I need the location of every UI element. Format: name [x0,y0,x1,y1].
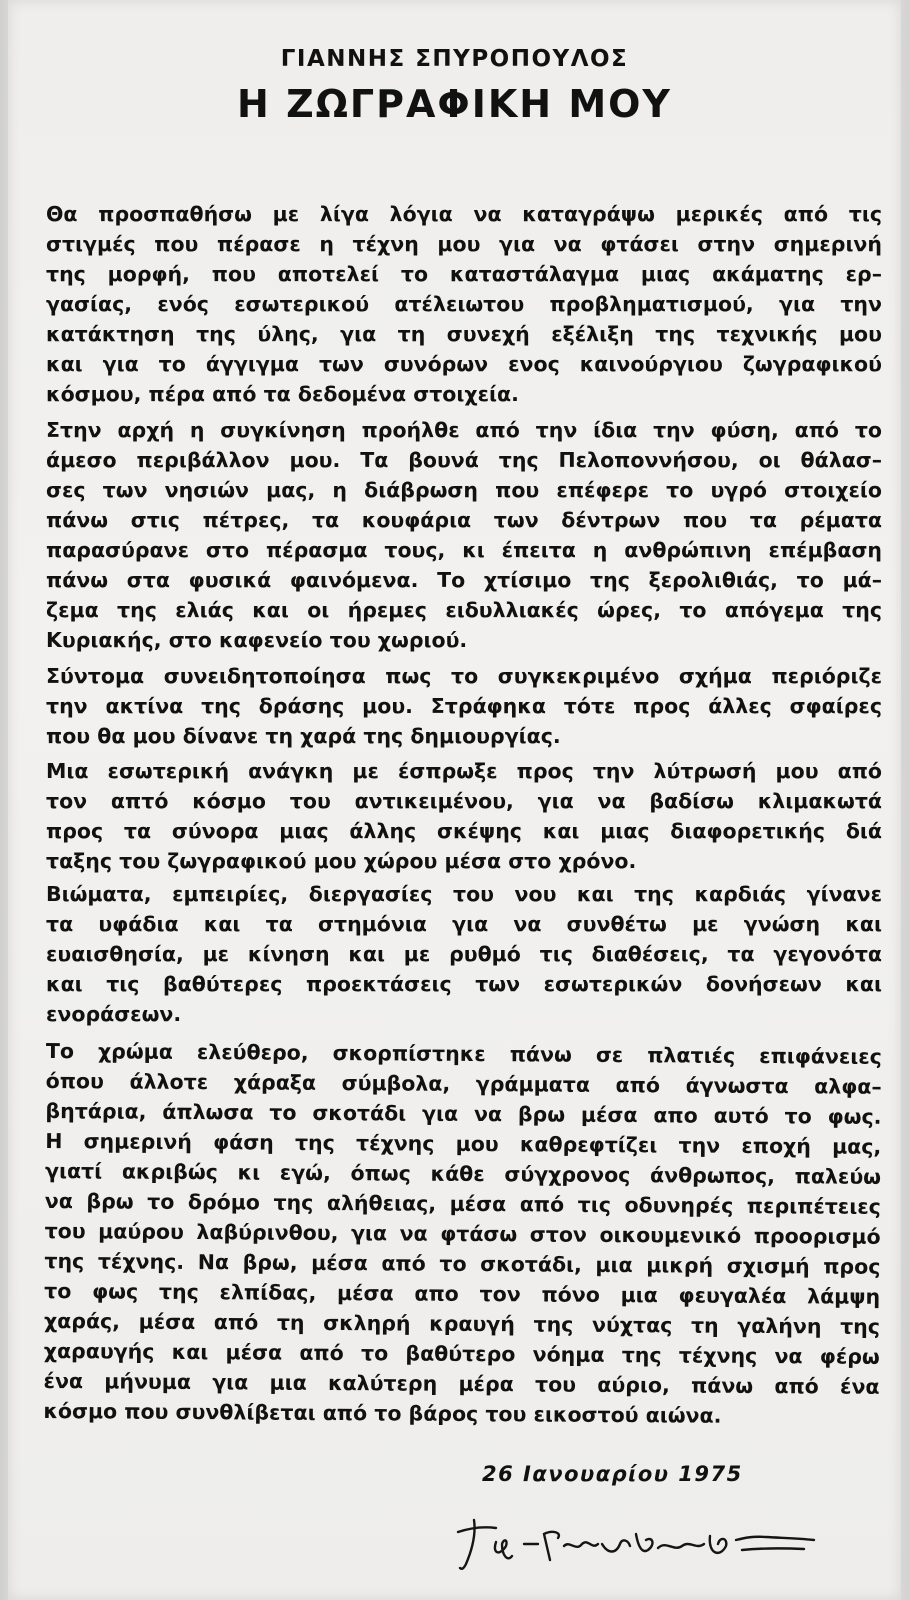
text-line: στιγμές που πέρασε η τέχνη μου για να φτάσει στην σημερινή [46,232,882,256]
poster-board [8,0,901,1600]
text-line: κόσμου, πέρα από τα δεδομένα στοιχεία. [46,382,519,406]
text-line: Η σημερινή φάση της τέχνης μου καθρεφτίζει την εποχή μας, [45,1128,882,1159]
text-line: προς τα σύνορα μιας άλλης σκέψης και μιας διαφορετικής διά [46,819,882,843]
text-line: Το χρώμα ελεύθερο, σκορπίστηκε πάνω σε πλατιές επιφάνειες [45,1038,882,1069]
text-line: κόσμο που συνθλίβεται από το βάρος του εικοστού αιώνα. [43,1398,722,1428]
text-line: και τις βαθύτερες προεκτάσεις των εσωτερικών δονήσεων και [46,972,882,996]
author-name: ΓΙΑΝΝΗΣ ΣΠΥΡΟΠΟΥΛΟΣ [280,46,629,72]
text-line: το φως της ελπίδας, μέσα απο τον πόνο μια φευγαλέα λάμψη [44,1278,881,1309]
text-line: παρασύρανε στο πέρασμα τους, κι έπειτα η ανθρώπινη επέμβαση [46,538,882,562]
text-line: ενοράσεων. [46,1002,182,1026]
paragraph [43,1036,882,1432]
date-line: 26 Ιανουαρίου 1975 [482,1462,743,1486]
page-title: Η ΖΩΓΡΑΦΙΚΗ ΜΟΥ [237,82,672,126]
text-line: γασίας, ενός εσωτερικού ατέλειωτου προβληματισμού, για την [46,292,882,316]
text-line: ευαισθησία, με κίνηση και με ρυθμό τις διαθέσεις, τα γεγονότα [46,942,882,966]
text-line: τον απτό κόσμο του αντικειμένου, για να βαδίσω κλιμακωτά [46,789,882,813]
text-line: Στην αρχή η συγκίνηση προήλθε από την ίδια την φύση, από το [46,418,882,442]
paragraph [46,661,882,751]
paragraph [46,756,882,876]
text-line: άμεσο περιβάλλον μου. Τα βουνά της Πελοποννήσου, οι θάλασ– [46,448,882,472]
text-line: χαράς, μέσα από τη σκληρή κραυγή της νύχτας τη γαλήνη της [43,1308,881,1339]
text-line: ταξης του ζωγραφικού μου χώρου μέσα στο χρόνο. [46,849,637,873]
text-line: τα υφάδια και τα στημόνια για να συνθέτω με γνώση και [46,912,882,936]
signature [452,1510,832,1580]
text-line: χαραυγής και μέσα από το βαθύτερο νόημα της τέχνης να φέρω [43,1338,880,1369]
text-line: γιατί ακριβώς κι εγώ, όπως κάθε σύγχρονος άνθρωπος, παλεύω [44,1158,882,1189]
text-line: και για το άγγιγμα των συνόρων ενος καινούργιου ζωγραφικού [46,352,882,376]
text-line: να βρω το δρόμο της αλήθειας, μέσα από τις οδυνηρές περιπέτειες [44,1188,881,1219]
text-line: της μορφή, που αποτελεί το καταστάλαγμα μιας ακάματης ερ– [46,262,882,286]
text-line: σες των νησιών μας, η διάβρωση που επέφερε το υγρό στοιχείο [46,478,882,502]
text-line: της τέχνης. Να βρω, μέσα από το σκοτάδι, μια μικρή σχισμή προς [44,1248,881,1279]
text-line: πάνω στις πέτρες, τα κουφάρια των δέντρων που τα ρέματα [46,508,882,532]
text-line: Σύντομα συνειδητοποίησα πως το συγκεκριμένο σχήμα περιόριζε [46,664,882,688]
paragraph [46,199,882,409]
text-line: την ακτίνα της δράσης μου. Στράφηκα τότε προς άλλες σφαίρες [46,694,882,718]
text-line: Κυριακής, στο καφενείο του χωριού. [46,628,468,652]
text-line: πάνω στα φυσικά φαινόμενα. Το χτίσιμο της ξερολιθιάς, το μά– [46,568,882,592]
text-line: ένα μήνυμα για μια καλύτερη μέρα του αύριο, πάνω από ένα [43,1368,880,1399]
text-line: ζεμα της ελιάς και οι ήρεμες ειδυλλιακές ώρες, το απόγεμα της [46,598,882,622]
text-line: βητάρια, άπλωσα το σκοτάδι για να βρω μέσα απο αυτό το φως. [45,1098,882,1129]
paragraph [46,879,882,1029]
text-line: του μαύρου λαβύρινθου, για να φτάσω στον οικουμενικό προορισμό [44,1218,881,1249]
text-line: όπου άλλοτε χάραξα σύμβολα, γράμματα από άγνωστα αλφα– [45,1068,882,1099]
text-line: Μια εσωτερική ανάγκη με έσπρωξε προς την λύτρωσή μου από [46,759,882,783]
text-line: κατάκτηση της ύλης, για τη συνεχή εξέλιξη της τεχνικής μου [46,322,882,346]
text-line: Θα προσπαθήσω με λίγα λόγια να καταγράψω μερικές από τις [46,202,882,226]
text-line: Βιώματα, εμπειρίες, διεργασίες του νου και της καρδιάς γίνανε [46,882,882,906]
text-line: που θα μου δίνανε τη χαρά της δημιουργίας. [46,724,561,748]
paragraph [46,415,882,655]
